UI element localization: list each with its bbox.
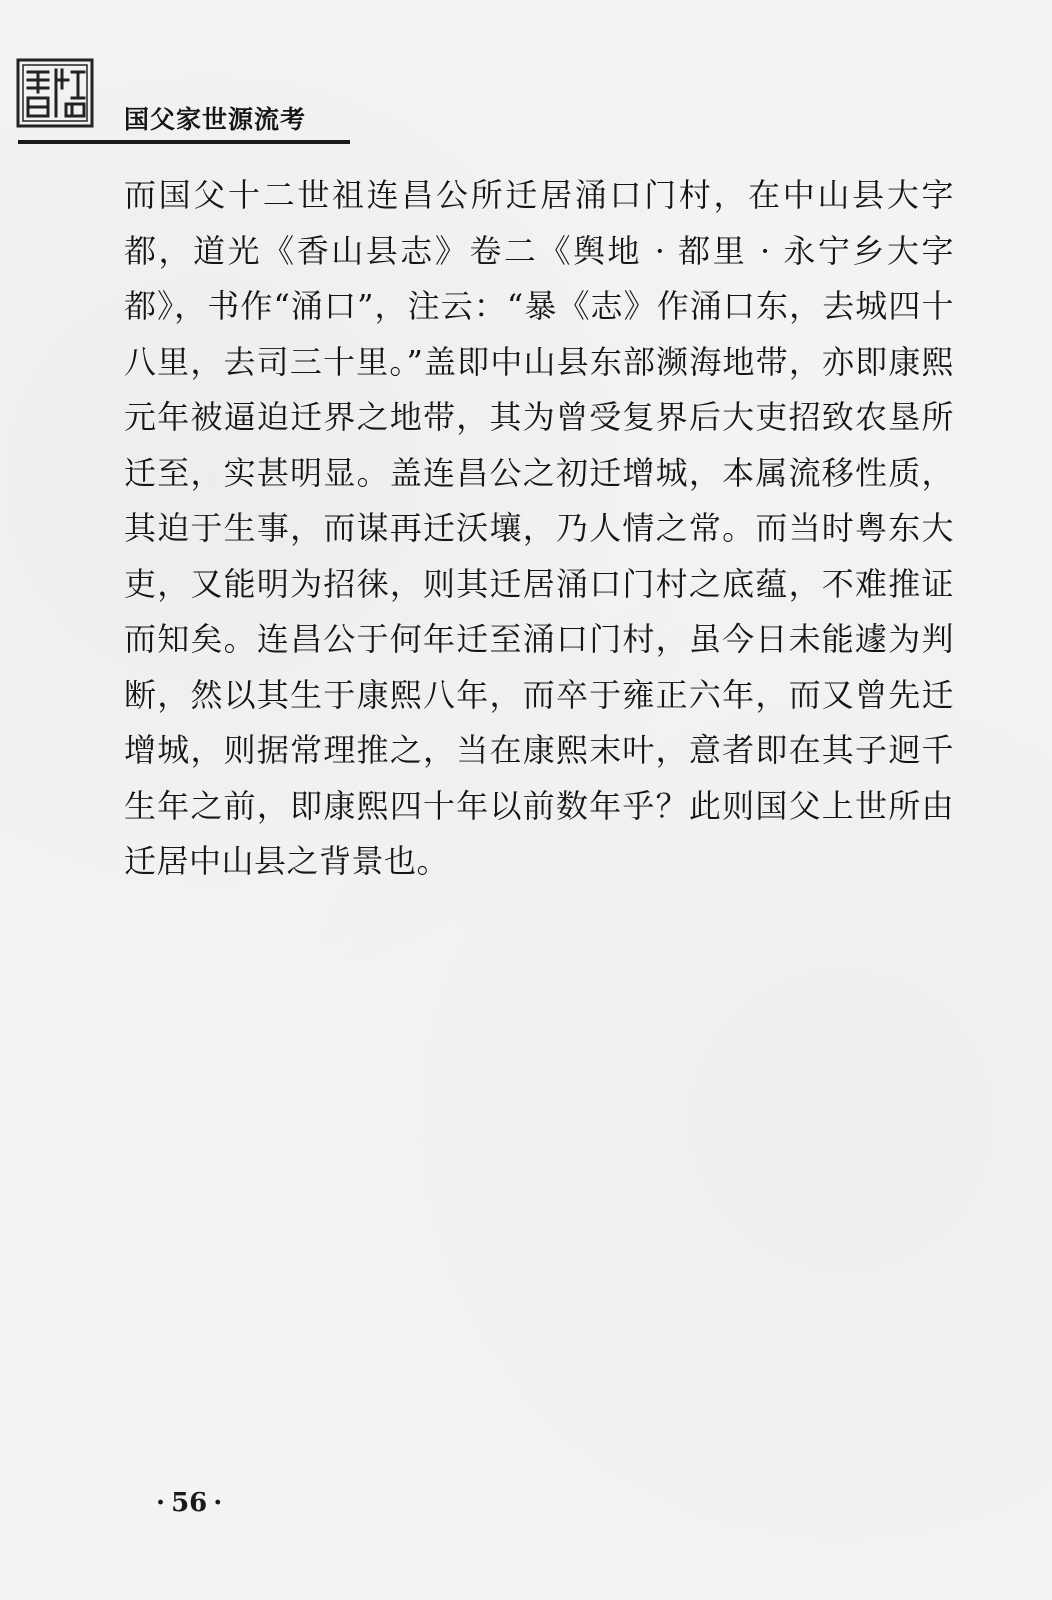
page-number: [150, 1488, 228, 1518]
page-number-dot-right: ·: [213, 1488, 223, 1518]
running-header-title: 国父家世源流考: [124, 105, 307, 134]
seal-stamp-icon: [16, 58, 94, 128]
body-paragraph: 而国父十二世祖连昌公所迁居涌口门村，在中山县大字都，道光《香山县志》卷二《舆地 · 都里 · 永宁乡大字都》，书作“涌口”，注云：“暴《志》作涌口东，去城四十八里，去司三十里。”盖即中山县东部濒海地带，亦即康熙元年被逼迫迁界之地带，其为曾受复界后大吏招致农垦所迁至，实甚明显。盖连昌公之初迁增城，本属流移性质，其迫于生事，而谋再迁沃壤，乃人情之常。而当时粤东大吏，又能明为招徕，则其迁居涌口门村之底蕴，不难推证而知矣。连昌公于何年迁至涌口门村，虽今日未能遽为判断，然以其生于康熙八年，而卒于雍正六年，而又曾先迁增城，则据常理推之，当在康熙末叶，意者即在其子迥千生年之前，即康熙四十年以前数年乎？此则国父上世所由迁居中山县之背景也。: [124, 176, 954, 880]
header-divider: [18, 140, 350, 144]
page-number-value: 56: [171, 1488, 208, 1518]
page-number-dot-left: ·: [156, 1488, 166, 1518]
